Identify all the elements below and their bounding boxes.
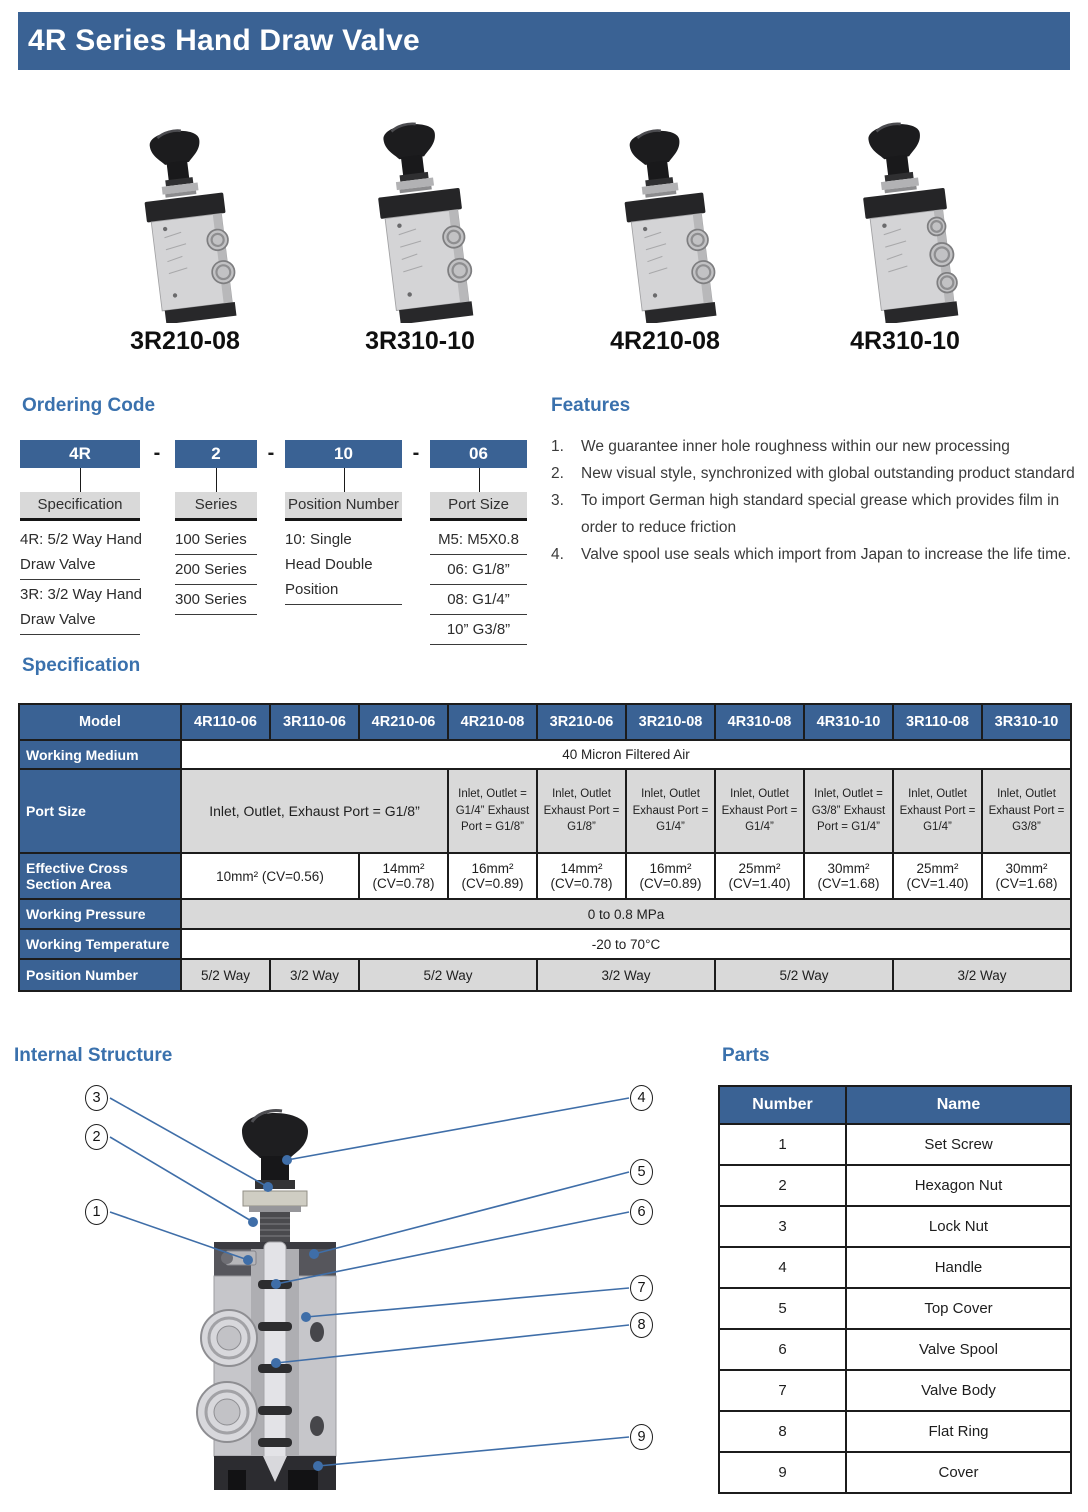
spec-column-header: 4R310-08 — [715, 704, 804, 740]
ordering-code-options — [20, 527, 140, 637]
dash-separator: - — [412, 442, 420, 464]
feature-text: New visual style, synchronized with global outstanding product standard — [581, 465, 1075, 482]
spec-column-header: 3R210-06 — [537, 704, 626, 740]
spec-cell: 3/2 Way — [537, 959, 715, 991]
ordering-code-box: 10 — [285, 440, 402, 468]
spec-cell: 25mm² (CV=1.40) — [893, 853, 982, 899]
valve-photo-icon — [606, 125, 724, 323]
spec-column-header: 4R110-06 — [181, 704, 270, 740]
parts-row — [719, 1165, 1071, 1206]
parts-row — [719, 1206, 1071, 1247]
parts-row — [719, 1124, 1071, 1165]
spec-row — [19, 769, 1071, 853]
spec-cell: Inlet, Outlet Exhaust Port = G1/8” — [537, 769, 626, 853]
specification-title: Specification — [22, 655, 141, 676]
callout-number-5: 5 — [630, 1159, 653, 1185]
spec-cell: Inlet, Outlet Exhaust Port = G1/4” — [893, 769, 982, 853]
connector-line — [216, 468, 217, 492]
ordering-code-option — [175, 587, 257, 615]
product-figure-4r310-10 — [805, 118, 1005, 356]
option-line: Draw Valve — [20, 556, 96, 573]
part-name: Hexagon Nut — [846, 1165, 1071, 1206]
spec-cell: 3/2 Way — [270, 959, 359, 991]
option-line: 08: G1/4” — [447, 591, 510, 608]
parts-title: Parts — [722, 1045, 770, 1066]
parts-row — [719, 1288, 1071, 1329]
parts-row — [719, 1452, 1071, 1493]
product-label: 4R310-10 — [850, 327, 960, 355]
callout-number-9: 9 — [630, 1424, 653, 1450]
part-number: 1 — [719, 1124, 846, 1165]
feature-number: 1. — [551, 438, 564, 455]
spec-cell: 5/2 Way — [359, 959, 537, 991]
spec-cell: -20 to 70°C — [181, 929, 1071, 959]
spec-cell: Inlet, Outlet Exhaust Port = G3/8” — [982, 769, 1071, 853]
option-line: 4R: 5/2 Way Hand — [20, 531, 142, 548]
spec-cell: 30mm² (CV=1.68) — [982, 853, 1071, 899]
part-number: 6 — [719, 1329, 846, 1370]
spec-cell: 10mm² (CV=0.56) — [181, 853, 359, 899]
option-line: 300 Series — [175, 591, 247, 608]
option-line: 3R: 3/2 Way Hand — [20, 586, 142, 603]
ordering-code-option — [175, 527, 257, 555]
product-label: 4R210-08 — [610, 327, 720, 355]
spec-cell: 14mm² (CV=0.78) — [359, 853, 448, 899]
option-line: Head Double — [285, 556, 373, 573]
spec-column-header: 3R110-06 — [270, 704, 359, 740]
spec-cell: 40 Micron Filtered Air — [181, 740, 1071, 769]
page-title: 4R Series Hand Draw Valve — [28, 24, 420, 57]
part-name: Valve Body — [846, 1370, 1071, 1411]
feature-item — [551, 487, 1075, 541]
parts-row — [719, 1411, 1071, 1452]
feature-text: We guarantee inner hole roughness within our new processing — [581, 438, 1010, 455]
part-number: 8 — [719, 1411, 846, 1452]
spec-row — [19, 853, 1071, 899]
ordering-code-option — [430, 527, 527, 555]
ordering-code-box: 06 — [430, 440, 527, 468]
option-line: M5: M5X0.8 — [438, 531, 519, 548]
valve-photo-icon — [126, 125, 244, 323]
ordering-code-field-label: Position Number — [285, 492, 402, 521]
ordering-code-box: 2 — [175, 440, 257, 468]
spec-cell: 5/2 Way — [181, 959, 270, 991]
valve-photo-icon — [841, 118, 969, 323]
option-line: 06: G1/8” — [447, 561, 510, 578]
dash-separator: - — [153, 442, 161, 464]
product-figure-4r210-08 — [565, 118, 765, 356]
connector-line — [344, 468, 345, 492]
page-title-bar — [18, 12, 1070, 70]
spec-row — [19, 959, 1071, 991]
ordering-code-option — [20, 527, 140, 580]
connector-line — [80, 468, 81, 492]
ordering-code-options — [285, 527, 402, 607]
spec-cell: 3/2 Way — [893, 959, 1071, 991]
spec-column-header: 3R210-08 — [626, 704, 715, 740]
option-line: 100 Series — [175, 531, 247, 548]
callout-number-8: 8 — [630, 1312, 653, 1338]
ordering-code-option — [430, 587, 527, 615]
parts-table — [718, 1085, 1072, 1494]
spec-column-header: 3R110-08 — [893, 704, 982, 740]
spec-row-label: Effective Cross Section Area — [19, 853, 181, 899]
option-line: 10” G3/8” — [446, 621, 511, 638]
parts-column-header: Name — [846, 1086, 1071, 1124]
feature-number: 4. — [551, 546, 564, 563]
internal-structure-diagram — [0, 1030, 700, 1507]
spec-cell: Inlet, Outlet, Exhaust Port = G1/8” — [181, 769, 448, 853]
part-name: Flat Ring — [846, 1411, 1071, 1452]
spec-cell: 5/2 Way — [715, 959, 893, 991]
part-name: Lock Nut — [846, 1206, 1071, 1247]
ordering-code-options — [175, 527, 257, 617]
connector-line — [479, 468, 480, 492]
feature-text: To import German high standard special grease which provides film in order to reduce friction — [581, 492, 1060, 536]
ordering-code-option — [175, 557, 257, 585]
ordering-code-option — [20, 582, 140, 635]
spec-row-label: Working Medium — [19, 740, 181, 769]
part-number: 4 — [719, 1247, 846, 1288]
features-list — [551, 433, 1075, 568]
callout-number-2: 2 — [85, 1124, 108, 1150]
spec-row-label: Position Number — [19, 959, 181, 991]
parts-row — [719, 1329, 1071, 1370]
product-figure-3r210-08 — [85, 118, 285, 356]
product-label: 3R210-08 — [130, 327, 240, 355]
callout-number-6: 6 — [630, 1199, 653, 1225]
parts-row — [719, 1247, 1071, 1288]
spec-cell: Inlet, Outlet = G1/4” Exhaust Port = G1/8” — [448, 769, 537, 853]
part-name: Cover — [846, 1452, 1071, 1493]
part-name: Handle — [846, 1247, 1071, 1288]
ordering-code-option — [285, 527, 402, 605]
product-figure-3r310-10 — [320, 118, 520, 356]
callout-number-4: 4 — [630, 1085, 653, 1111]
spec-row-label: Port Size — [19, 769, 181, 853]
feature-text: Valve spool use seals which import from Japan to increase the life time. — [581, 546, 1071, 563]
spec-column-header: 4R210-06 — [359, 704, 448, 740]
spec-cell: 0 to 0.8 MPa — [181, 899, 1071, 929]
spec-cell: 16mm² (CV=0.89) — [448, 853, 537, 899]
spec-row-label: Working Temperature — [19, 929, 181, 959]
ordering-code-field-label: Port Size — [430, 492, 527, 521]
spec-cell: 16mm² (CV=0.89) — [626, 853, 715, 899]
part-name: Set Screw — [846, 1124, 1071, 1165]
spec-cell: 30mm² (CV=1.68) — [804, 853, 893, 899]
parts-column-header: Number — [719, 1086, 846, 1124]
spec-column-header: 4R210-08 — [448, 704, 537, 740]
ordering-code-option — [430, 557, 527, 585]
ordering-code-option — [430, 617, 527, 645]
option-line: Draw Valve — [20, 611, 96, 628]
callout-number-1: 1 — [85, 1199, 108, 1225]
option-line: 10: Single — [285, 531, 352, 548]
internal-structure-title: Internal Structure — [14, 1045, 173, 1066]
parts-row — [719, 1370, 1071, 1411]
spec-column-header: Model — [19, 704, 181, 740]
callout-number-7: 7 — [630, 1275, 653, 1301]
spec-cell: 25mm² (CV=1.40) — [715, 853, 804, 899]
part-number: 9 — [719, 1452, 846, 1493]
ordering-code-box: 4R — [20, 440, 140, 468]
dash-separator: - — [267, 442, 275, 464]
spec-row — [19, 929, 1071, 959]
part-number: 2 — [719, 1165, 846, 1206]
callout-number-3: 3 — [85, 1085, 108, 1111]
spec-column-header: 4R310-10 — [804, 704, 893, 740]
feature-number: 3. — [551, 492, 564, 509]
ordering-code-field-label: Series — [175, 492, 257, 521]
ordering-code-options — [430, 527, 527, 647]
feature-item — [551, 433, 1075, 460]
spec-cell: 14mm² (CV=0.78) — [537, 853, 626, 899]
part-name: Valve Spool — [846, 1329, 1071, 1370]
option-line: Position — [285, 581, 339, 598]
option-line: 200 Series — [175, 561, 247, 578]
valve-photo-icon — [356, 118, 484, 323]
part-number: 7 — [719, 1370, 846, 1411]
part-number: 3 — [719, 1206, 846, 1247]
part-name: Top Cover — [846, 1288, 1071, 1329]
spec-cell: Inlet, Outlet Exhaust Port = G1/4” — [715, 769, 804, 853]
product-label: 3R310-10 — [365, 327, 475, 355]
part-number: 5 — [719, 1288, 846, 1329]
feature-item — [551, 460, 1075, 487]
spec-column-header: 3R310-10 — [982, 704, 1071, 740]
spec-cell: Inlet, Outlet = G3/8” Exhaust Port = G1/4” — [804, 769, 893, 853]
feature-item — [551, 541, 1075, 568]
ordering-code-field-label: Specification — [20, 492, 140, 521]
specification-table — [18, 703, 1072, 992]
features-title: Features — [551, 395, 631, 416]
spec-row — [19, 740, 1071, 769]
spec-row — [19, 899, 1071, 929]
ordering-code-title: Ordering Code — [22, 395, 156, 416]
feature-number: 2. — [551, 465, 564, 482]
spec-cell: Inlet, Outlet Exhaust Port = G1/4” — [626, 769, 715, 853]
spec-row-label: Working Pressure — [19, 899, 181, 929]
